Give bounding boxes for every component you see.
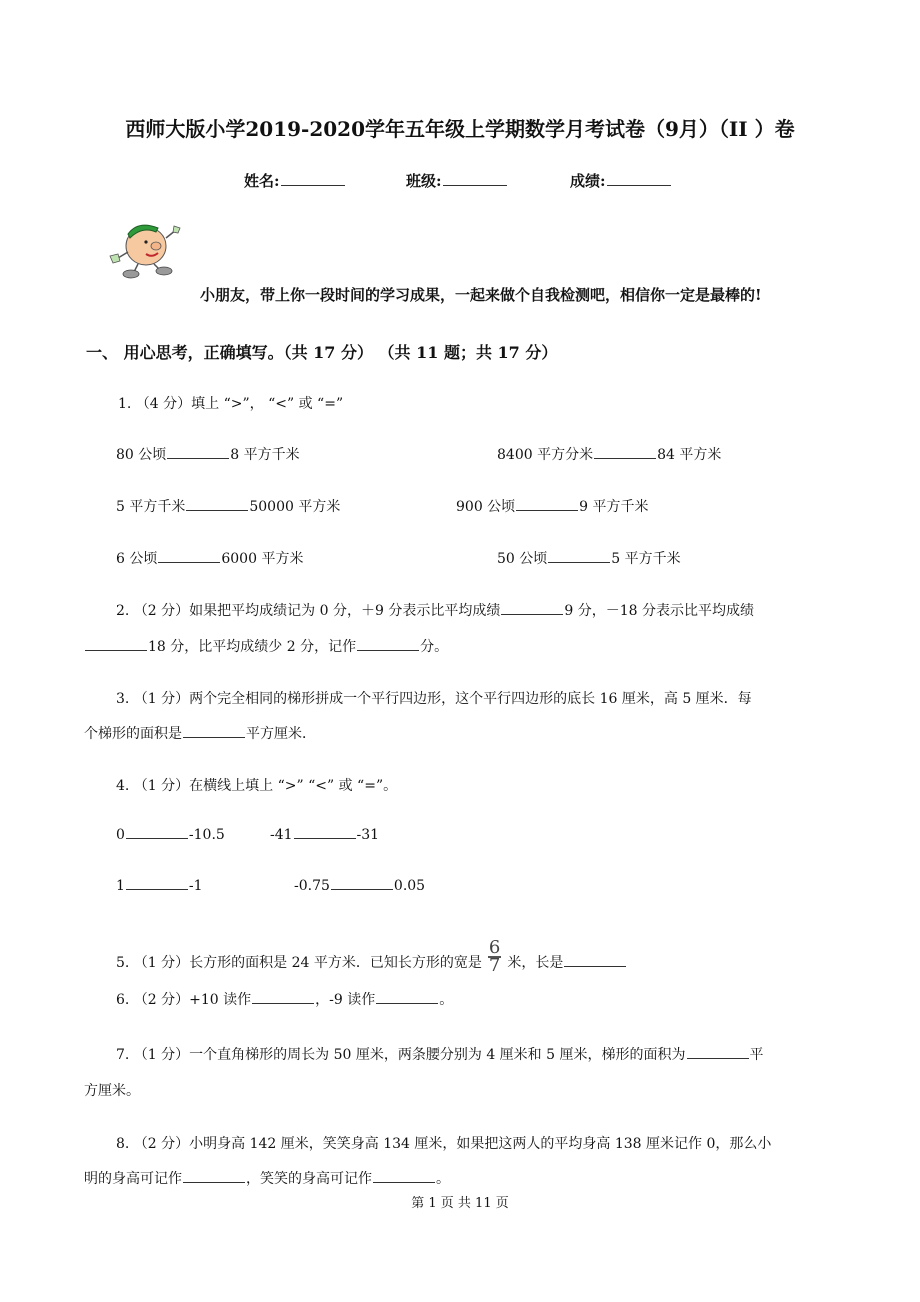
answer-blank[interactable] <box>501 613 563 615</box>
name-label: 姓名: <box>244 172 280 190</box>
q1-item: 5 平方千米 50000 平方米 <box>116 499 341 515</box>
answer-blank[interactable] <box>376 1002 438 1004</box>
question-8-line2: 明的身高可记作 ，笑笑的身高可记作 。 <box>84 1171 450 1187</box>
class-blank[interactable] <box>443 184 507 186</box>
q4-item: 0 -10.5 <box>116 827 225 843</box>
q1-item: 80 公顷 8 平方千米 <box>116 447 300 463</box>
answer-blank[interactable] <box>85 649 147 651</box>
name-field <box>244 170 346 191</box>
answer-blank[interactable] <box>126 837 188 839</box>
q4-item: 1 -1 <box>116 878 203 894</box>
name-blank[interactable] <box>281 184 345 186</box>
answer-blank[interactable] <box>294 837 356 839</box>
question-6: 6. （2 分）+10 读作 ，-9 读作 。 <box>116 992 454 1008</box>
answer-blank[interactable] <box>331 888 393 890</box>
score-field <box>570 170 672 191</box>
q1-item: 50 公顷 5 平方千米 <box>497 551 681 567</box>
answer-blank[interactable] <box>564 965 626 967</box>
q4-item: -41 -31 <box>270 827 380 843</box>
question-2-line2: 18 分，比平均成绩少 2 分，记作 分。 <box>84 636 448 656</box>
score-blank[interactable] <box>607 184 671 186</box>
question-2-line1: 2. （2 分）如果把平均成绩记为 0 分，＋9 分表示比平均成绩 9 分，－18 分表示比平均成绩 <box>116 603 754 619</box>
answer-blank[interactable] <box>594 457 656 459</box>
answer-blank[interactable] <box>548 561 610 563</box>
question-7-line2: 方厘米。 <box>84 1083 140 1099</box>
section-heading: 一、 用心思考，正确填写。（共 17 分） （共 11 题；共 17 分） <box>86 343 558 362</box>
question-8-line1: 8. （2 分）小明身高 142 厘米，笑笑身高 134 厘米，如果把这两人的平均身高 138 厘米记作 0，那么小 <box>116 1136 772 1152</box>
question-7-line1: 7. （1 分）一个直角梯形的周长为 50 厘米，两条腰分别为 4 厘米和 5 厘米，梯形的面积为 平 <box>116 1047 764 1063</box>
answer-blank[interactable] <box>158 561 220 563</box>
answer-blank[interactable] <box>186 509 248 511</box>
q1-item: 6 公顷 6000 平方米 <box>116 551 304 567</box>
question-1-prompt: 1. （4 分）填上 “>”， “<” 或 “=” <box>118 396 344 412</box>
question-5: 5. （1 分）长方形的面积是 24 平方米．已知长方形的宽是 $\frac{6}{7}$ 米，长是 <box>116 946 627 980</box>
q1-item: 900 公顷 9 平方千米 <box>456 499 649 515</box>
answer-blank[interactable] <box>373 1181 435 1183</box>
answer-blank[interactable] <box>183 736 245 738</box>
question-3-line2: 个梯形的面积是 平方厘米． <box>84 726 316 742</box>
answer-blank[interactable] <box>516 509 578 511</box>
question-3-line1: 3. （1 分）两个完全相同的梯形拼成一个平行四边形，这个平行四边形的底长 16 厘米，高 5 厘米．每 <box>116 691 752 707</box>
q4-item: -0.75 0.05 <box>294 878 426 894</box>
q1-item: 8400 平方分米 84 平方米 <box>497 447 722 463</box>
cartoon-mascot-icon <box>100 218 186 280</box>
page-footer: 第 1 页 共 11 页 <box>411 1196 509 1211</box>
class-label: 班级: <box>406 172 442 190</box>
score-label: 成绩: <box>570 172 606 190</box>
answer-blank[interactable] <box>126 888 188 890</box>
answer-blank[interactable] <box>687 1057 749 1059</box>
class-field <box>406 170 508 191</box>
question-4-prompt: 4. （1 分）在横线上填上 “>” “<” 或 “=”。 <box>116 778 398 794</box>
answer-blank[interactable] <box>183 1181 245 1183</box>
greeting-text: 小朋友，带上你一段时间的学习成果，一起来做个自我检测吧，相信你一定是最棒的! <box>200 286 762 304</box>
answer-blank[interactable] <box>357 649 419 651</box>
page-title: 西师大版小学2019-2020学年五年级上学期数学月考试卷（9月）（II ）卷 <box>125 117 795 141</box>
answer-blank[interactable] <box>167 457 229 459</box>
fraction: $\frac{6}{7}$ <box>488 937 501 976</box>
answer-blank[interactable] <box>252 1002 314 1004</box>
